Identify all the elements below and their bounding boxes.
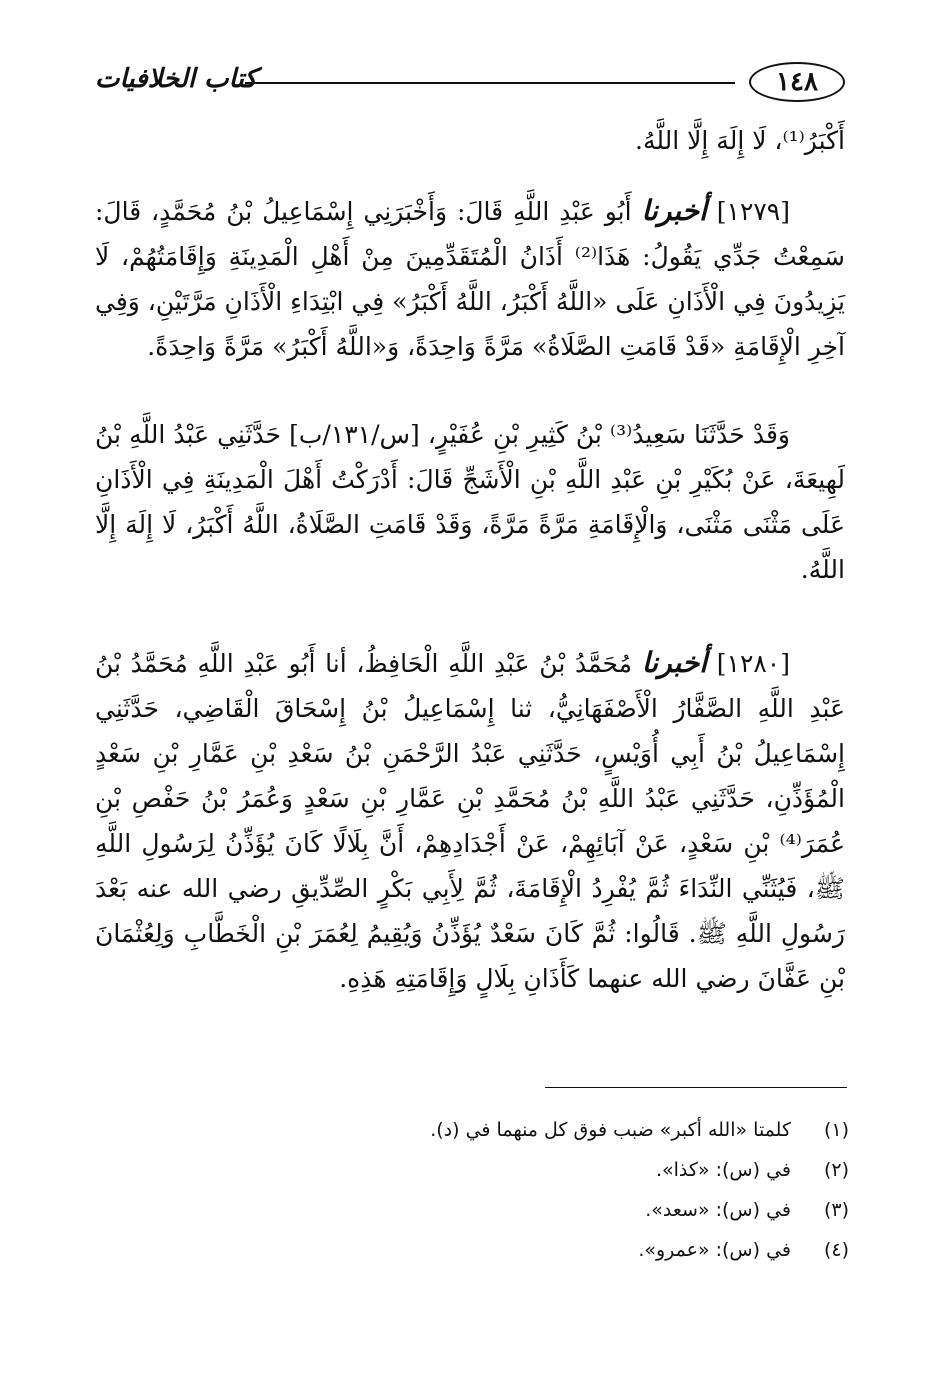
book-title: كتاب الخلافيات [95,64,257,94]
page-header [95,60,845,110]
footnote-number: (٣) [823,1199,849,1221]
footnote-text: في (س): «كذا». [655,1159,791,1181]
footnote-text: في (س): «سعد». [645,1199,791,1221]
hadith-1279 [95,188,845,369]
footnote-text: كلمتا «الله أكبر» ضبب فوق كل منهما في (د). [430,1119,791,1141]
footnote-number: (٤) [823,1239,849,1261]
continuation-line: أَكْبَرُ⁽¹⁾، لَا إِلَهَ إِلَّا اللَّهُ. [635,126,845,155]
hadith-keyword: أخبرنا [641,194,707,227]
footnote [99,1230,849,1270]
header-rule [245,82,735,84]
hadith-keyword: أخبرنا [641,646,708,679]
footnote [99,1150,849,1190]
footnote-number: (١) [823,1119,849,1141]
footnote-number: (٢) [823,1159,849,1181]
hadith-number: [١٢٨٠] [716,649,790,678]
footnote-rule [545,1087,847,1088]
paragraph-sa3id: وَقَدْ حَدَّثَنَا سَعِيدُ⁽³⁾ بْنُ كَثِيرِ بْنِ عُفَيْرٍ، [س/١٣١/ب] حَدَّثَنِي عَبْدُ اللَّهِ بْنُ لَهِيعَةَ، عَنْ بُكَيْرِ بْنِ عَبْدِ اللَّهِ بْنِ الْأَشَجِّ قَالَ: أَدْرَكْتُ أَهْلَ الْمَدِينَةِ فِي الْأَذَانِ عَلَى مَثْنَى مَثْنَى، وَالْإِقَامَةِ مَرَّةً مَرَّةً، وَقَدْ قَامَتِ الصَّلَاةُ، اللَّهُ أَكْبَرُ، لَا إِلَهَ إِلَّا اللَّهُ. [95,420,845,584]
hadith-text: مُحَمَّدُ بْنُ عَبْدِ اللَّهِ الْحَافِظُ، أنا أَبُو عَبْدِ اللَّهِ مُحَمَّدُ بْنُ عَبْدِ اللَّهِ الصَّفَّارُ الْأَصْفَهَانِيُّ، ثنا إِسْمَاعِيلُ بْنُ إِسْحَاقَ الْقَاضِي، حَدَّثَنِي إِسْمَاعِيلُ بْنُ أَبِي أُوَيْسٍ، حَدَّثَنِي عَبْدُ الرَّحْمَنِ بْنُ سَعْدِ بْنِ عَمَّارِ بْنِ سَعْدٍ الْمُؤَذِّنِ، حَدَّثَنِي عَبْدُ اللَّهِ بْنُ مُحَمَّدِ بْنِ عَمَّارِ بْنِ سَعْدٍ وَعُمَرُ بْنُ حَفْصِ بْنِ عُمَرَ⁽⁴⁾ بْنِ سَعْدٍ، عَنْ آبَائِهِمْ، عَنْ أَجْدَادِهِمْ، أَنَّ بِلَالًا كَانَ يُؤَذِّنُ لِرَسُولِ اللَّهِ ﷺ، فَيُثَنِّي النِّدَاءَ ثُمَّ يُفْرِدُ الْإِقَامَةَ، ثُمَّ لِأَبِي بَكْرٍ الصِّدِّيقِ رضي الله عنه بَعْدَ رَسُولِ اللَّهِ ﷺ. قَالُوا: ثُمَّ كَانَ سَعْدٌ يُؤَذِّنُ وَيُقِيمُ لِعُمَرَ بْنِ الْخَطَّابِ وَلِعُثْمَانَ بْنِ عَفَّانَ رضي الله عنهما كَأَذَانِ بِلَالٍ وَإِقَامَتِهِ هَذِهِ. [95,649,845,993]
footnote [99,1190,849,1230]
page-number: ١٤٨ [749,62,845,102]
footnotes [99,1110,849,1270]
footnote-text: في (س): «عمرو». [638,1239,791,1261]
footnote [99,1110,849,1150]
hadith-text: أَبُو عَبْدِ اللَّهِ قَالَ: وَأَخْبَرَنِي إِسْمَاعِيلُ بْنُ مُحَمَّدٍ، قَالَ: سَمِعْتُ جَدِّي يَقُولُ: هَذَا⁽²⁾ أَذَانُ الْمُتَقَدِّمِينَ مِنْ أَهْلِ الْمَدِينَةِ وَإِقَامَتُهُمْ، لَا يَزِيدُونَ فِي الْأَذَانِ عَلَى «اللَّهُ أَكْبَرُ، اللَّهُ أَكْبَرُ» فِي ابْتِدَاءِ الْأَذَانِ مَرَّتَيْنِ، وَفِي آخِرِ الْإِقَامَةِ «قَدْ قَامَتِ الصَّلَاةُ» مَرَّةً وَاحِدَةً، وَ«اللَّهُ أَكْبَرُ» مَرَّةً وَاحِدَةً. [95,197,846,361]
hadith-number: [١٢٧٩] [716,197,790,226]
hadith-1280 [95,640,845,1001]
